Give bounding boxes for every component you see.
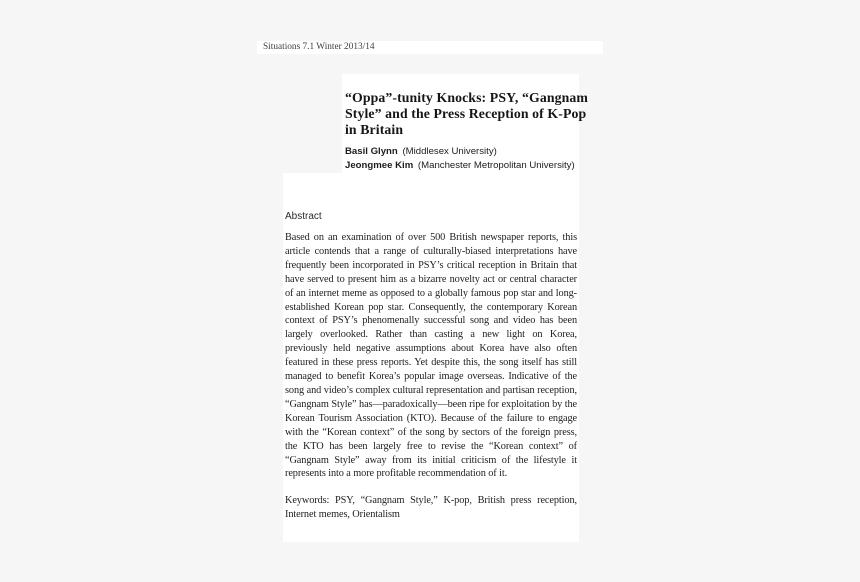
abstract-body-text: Based on an examination of over 500 British newspaper reports, this article contends that a range of culturally-biased interpretations have frequently been incorporated in PSY’s critical reception in Britain that have served to present him as a bizarre novelty act or central character of an internet meme as opposed to a globally famous pop star and long-established Korean pop star. Consequently, the contemporary Korean context of PSY’s phenomenally successful song and video has been largely overlooked. Rather than casting a new light on Korea, previously held negative assumptions about Korea have also often featured in these press reports. Yet despite this, the song itself has still managed to benefit Korea’s popular image overseas. Indicative of the song and video’s complex cultural representation and partisan reception, “Gangnam Style” has—paradoxically—been ripe for exploitation by the Korean Tourism Association (KTO). Because of the failure to engage with the “Korean context” of the song by sectors of the foreign press, the KTO has been largely free to revise the “Korean context” of “Gangnam Style” away from its initial criticism of the lifestyle it represents into a more profitable recommendation of it. [285, 232, 577, 480]
keywords-text: Keywords: PSY, “Gangnam Style,” K-pop, British press reception, Internet memes, Orientalism [285, 495, 577, 521]
abstract-heading: Abstract [285, 211, 322, 222]
author-list [345, 145, 579, 171]
author-affiliation: (Manchester Metropolitan University) [417, 159, 575, 171]
author-row [345, 159, 579, 172]
article-title-line: in Britain [345, 121, 404, 137]
abstract-box [283, 173, 579, 542]
journal-header-bar [257, 41, 603, 54]
article-title [345, 90, 588, 137]
journal-issue-text: Situations 7.1 Winter 2013/14 [263, 42, 375, 52]
author-row [345, 145, 579, 158]
author-name: Basil Glynn [345, 146, 398, 158]
article-title-line: Style” and the Press Reception of K-Pop [345, 105, 587, 121]
author-name: Jeongmee Kim [345, 159, 414, 171]
title-box [342, 74, 588, 173]
author-affiliation: (Middlesex University) [402, 146, 497, 158]
article-title-line: “Oppa”-tunity Knocks: PSY, “Gangnam [345, 90, 588, 105]
